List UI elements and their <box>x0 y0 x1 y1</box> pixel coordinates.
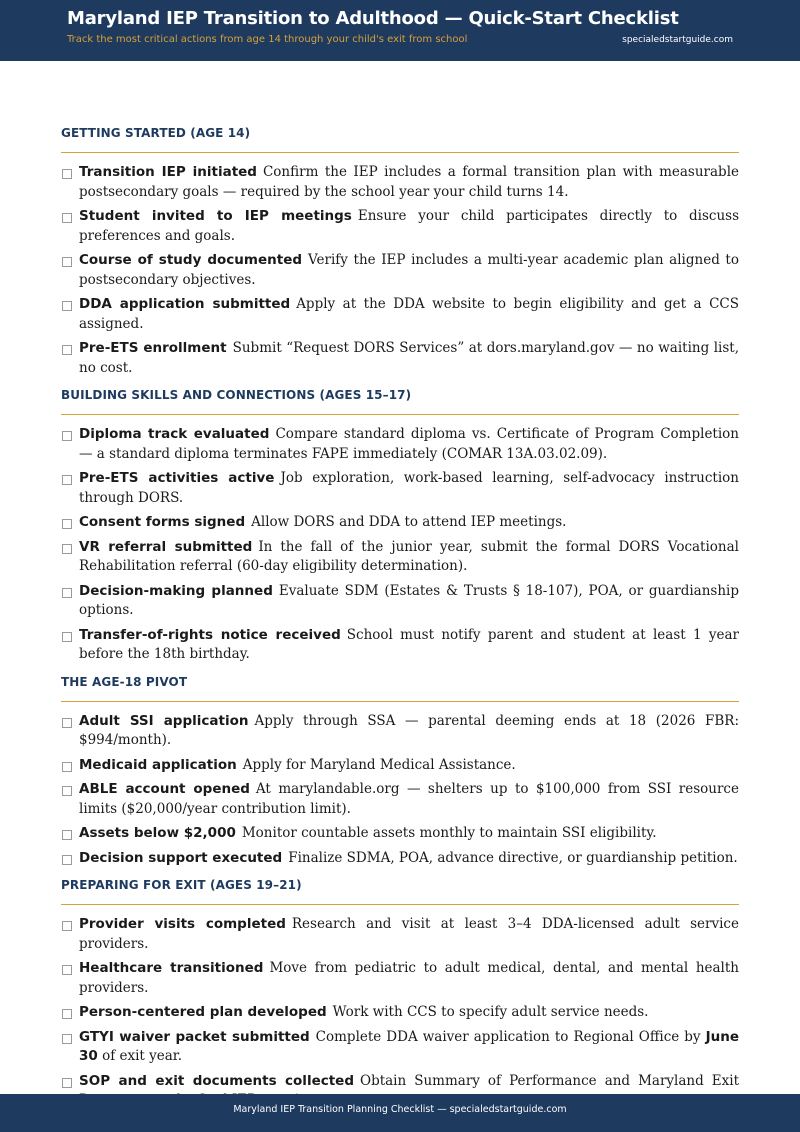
checkbox[interactable] <box>62 786 72 796</box>
checkbox[interactable] <box>62 475 72 485</box>
checklist-item <box>61 425 739 464</box>
item-title: DDA application submitted <box>79 296 291 312</box>
checklist-item <box>61 756 739 776</box>
checklist-items <box>61 425 739 665</box>
item-title: Adult SSI application <box>79 712 249 729</box>
checkbox[interactable] <box>62 632 72 642</box>
section-title: BUILDING SKILLS AND CONNECTIONS (AGES 15–17) <box>61 388 739 415</box>
checklist-item <box>61 959 739 998</box>
item-text: School must notify parent and student at least 1 year before the 18th birthday. <box>79 626 739 662</box>
checklist-item <box>61 915 739 954</box>
item-text: Apply through SSA — parental deeming ends at 18 (2026 FBR: $994/month). <box>79 712 739 748</box>
item-title: Decision-making planned <box>79 582 273 599</box>
page-header <box>0 0 800 61</box>
checkbox[interactable] <box>62 169 72 179</box>
item-title: Provider visits completed <box>79 916 286 932</box>
section-preparing-for-exit <box>61 878 739 1111</box>
checkbox[interactable] <box>62 762 72 772</box>
checkbox[interactable] <box>62 921 72 931</box>
item-text: Job exploration, work-based learning, self-advocacy instruction through DORS. <box>79 470 739 506</box>
section-title: GETTING STARTED (AGE 14) <box>61 126 739 153</box>
item-text: Confirm the IEP includes a formal transition plan with measurable postsecondary goals — required by the school year your child turns 14. <box>79 164 739 200</box>
checklist-item <box>61 295 739 334</box>
checkbox[interactable] <box>62 345 72 355</box>
checklist-items <box>61 915 739 1111</box>
item-title: Transfer-of-rights notice received <box>79 626 341 643</box>
item-title: Person-centered plan developed <box>79 1004 327 1020</box>
item-text-after: of exit year. <box>102 1048 183 1064</box>
item-text: Apply for Maryland Medical Assistance. <box>242 756 516 773</box>
item-text: Monitor countable assets monthly to maintain SSI eligibility. <box>241 825 657 841</box>
item-title: Decision support executed <box>79 849 283 866</box>
checklist-item <box>61 780 739 819</box>
checklist-item <box>61 712 739 751</box>
checkbox[interactable] <box>62 431 72 441</box>
section-building-skills <box>61 388 739 665</box>
item-title: VR referral submitted <box>79 538 253 555</box>
item-text: At marylandable.org — shelters up to $100,000 from SSI resource limits ($20,000/year contribution limit). <box>79 781 739 817</box>
item-text: Ensure your child participates directly to discuss preferences and goals. <box>79 208 740 244</box>
item-text: Verify the IEP includes a multi-year academic plan aligned to postsecondary objectives. <box>79 252 739 288</box>
item-title: GTYI waiver packet submitted <box>79 1028 310 1045</box>
checklist-item <box>61 1028 739 1067</box>
item-text: Research and visit at least 3–4 DDA-licensed adult service providers. <box>79 916 739 952</box>
checklist-content <box>61 126 739 1121</box>
checklist-item <box>61 469 739 508</box>
section-age-18-pivot <box>61 675 739 869</box>
section-title: PREPARING FOR EXIT (AGES 19–21) <box>61 878 739 905</box>
item-text: Apply at the DDA website to begin eligibility and get a CCS assigned. <box>79 296 739 332</box>
checkbox[interactable] <box>62 855 72 865</box>
section-getting-started <box>61 126 739 378</box>
item-title: Course of study documented <box>79 252 303 268</box>
item-emphasis: June 30 <box>79 1028 739 1064</box>
checkbox[interactable] <box>62 257 72 267</box>
footer-text: Maryland IEP Transition Planning Checklist — specialedstartguide.com <box>233 1104 567 1115</box>
checklist-item <box>61 339 739 378</box>
item-title: Diploma track evaluated <box>79 426 270 442</box>
page-subtitle: Track the most critical actions from age 14 through your child's exit from school <box>67 34 468 45</box>
checklist-item <box>61 626 739 665</box>
checkbox[interactable] <box>62 301 72 311</box>
section-title: THE AGE-18 PIVOT <box>61 675 739 702</box>
checklist-item <box>61 251 739 290</box>
checklist-item <box>61 207 739 246</box>
item-title: Pre-ETS activities active <box>79 470 275 486</box>
item-text: Submit “Request DORS Services” at dors.maryland.gov — no waiting list, no cost. <box>79 340 739 376</box>
checkbox[interactable] <box>62 588 72 598</box>
checkbox[interactable] <box>62 544 72 554</box>
checklist-items <box>61 712 739 869</box>
checklist-item <box>61 1003 739 1023</box>
checklist-item <box>61 163 739 202</box>
item-title: Consent forms signed <box>79 514 246 530</box>
item-title: Student invited to IEP meetings <box>79 208 352 224</box>
item-text: Evaluate SDM (Estates & Trusts § 18-107), POA, or guardianship options. <box>79 582 739 618</box>
checkbox[interactable] <box>62 965 72 975</box>
checklist-items <box>61 163 739 378</box>
checkbox[interactable] <box>62 1009 72 1019</box>
checkbox[interactable] <box>62 519 72 529</box>
header-site-url: specialedstartguide.com <box>622 35 733 45</box>
checklist-item <box>61 513 739 533</box>
item-title: SOP and exit documents collected <box>79 1072 354 1089</box>
checkbox[interactable] <box>62 213 72 223</box>
page-footer <box>0 1094 800 1132</box>
page-title: Maryland IEP Transition to Adulthood — Quick-Start Checklist <box>67 8 679 29</box>
item-title: Pre-ETS enrollment <box>79 340 227 356</box>
checkbox[interactable] <box>62 718 72 728</box>
checklist-item <box>61 538 739 577</box>
checklist-item <box>61 824 739 844</box>
item-text: Finalize SDMA, POA, advance directive, or guardianship petition. <box>288 849 738 866</box>
item-text: Move from pediatric to adult medical, dental, and mental health providers. <box>79 960 739 996</box>
item-title: Transition IEP initiated <box>79 164 257 180</box>
checkbox[interactable] <box>62 1078 72 1088</box>
item-text: Complete DDA waiver application to Regional Office by <box>315 1028 701 1045</box>
checkbox[interactable] <box>62 1034 72 1044</box>
checklist-item <box>61 582 739 621</box>
item-title: Medicaid application <box>79 756 237 773</box>
item-text: In the fall of the junior year, submit the formal DORS Vocational Rehabilitation referral (60-day eligibility determination). <box>79 538 739 574</box>
item-title: ABLE account opened <box>79 781 250 797</box>
item-text: Allow DORS and DDA to attend IEP meetings. <box>251 514 567 530</box>
item-title: Assets below $2,000 <box>79 825 236 841</box>
item-title: Healthcare transitioned <box>79 960 264 976</box>
checklist-item <box>61 849 739 869</box>
item-text: Compare standard diploma vs. Certificate of Program Completion — a standard diploma terminates FAPE immediately (COMAR 13A.03.02.09). <box>79 426 739 462</box>
item-text: Work with CCS to specify adult service needs. <box>332 1004 649 1020</box>
item-text: Obtain Summary of Performance and Maryland Exit <box>360 1072 739 1089</box>
checkbox[interactable] <box>62 830 72 840</box>
